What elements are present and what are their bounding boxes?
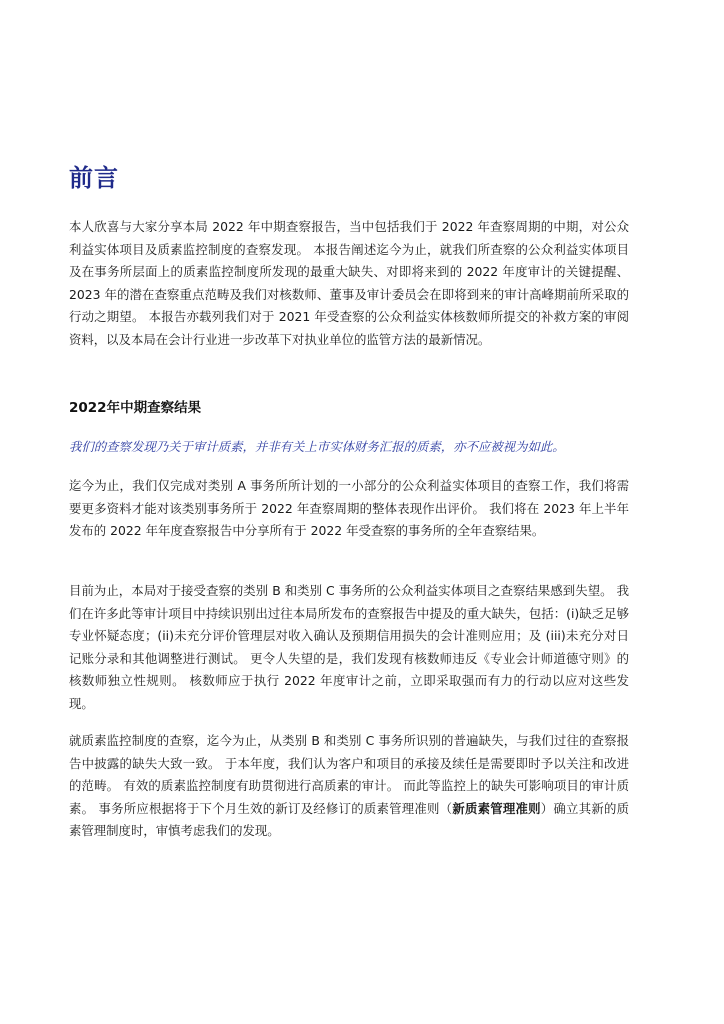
paragraph-category-bc: 目前为止，本局对于接受查察的类别 B 和类别 C 事务所的公众利益实体项目之查察结果感到失望。 我们在许多此等审计项目中持续识别出过往本局所发布的查察报告中提及的重大缺失，包括：(i)缺乏足够专业怀疑态度；(ii)未充分评价管理层对收入确认及预期信用损失的会计准则应用；及 (iii)未充分对日记账分录和其他调整进行测试。 更令人失望的是，我们发现有核数师违反《专业会计师道德守则》的核数师独立性规则。 核数师应于执行 2022 年度审计之前，立即采取强而有力的行动以应对这些发现。 [69,583,629,711]
quality-control-text-end: ）确立其新的质素管理制度时，审慎考虑我们的发现。 [69,800,629,839]
paragraph-category-a: 迄今为止，我们仅完成对类别 A 事务所所计划的一小部分的公众利益实体项目的查察工作，我们将需要更多资料才能对该类别事务所于 2022 年查察周期的整体表现作出评价。 我们将在 2023 年上半年发布的 2022 年年度查察报告中分享所有于 2022 年受查察的事务所的全年查察结果。 [69,478,629,539]
page-title: 前言 [69,164,119,192]
disclaimer-note: 我们的查察发现乃关于审计质素，并非有关上市实体财务汇报的质素，亦不应被视为如此。 [69,439,565,454]
paragraph-quality-control [69,730,629,843]
section-heading: 2022年中期查察结果 [69,400,202,416]
intro-paragraph: 本人欣喜与大家分享本局 2022 年中期查察报告，当中包括我们于 2022 年查察周期的中期，对公众利益实体项目及质素监控制度的查察发现。 本报告阐述迄今为止，就我们所查察的公众利益实体项目及在事务所层面上的质素监控制度所发现的最重大缺失、对即将来到的 2022 年度审计的关键提醒、2023 年的潜在查察重点范畴及我们对核数师、董事及审计委员会在即将到来的审计高峰期前所采取的行动之期望。 本报告亦载列我们对于 2021 年受查察的公众利益实体核数师所提交的补救方案的审阅资料，以及本局在会计行业进一步改革下对执业单位的监管方法的最新情况。 [69,219,629,347]
new-standard-term: 新质素管理准则 [452,800,541,816]
quality-control-text-start: 就质素监控制度的查察，迄今为止，从类别 B 和类别 C 事务所识别的普遍缺失，与我们过往的查察报告中披露的缺失大致一致。 于本年度，我们认为客户和项目的承接及续任是需要即时予以关注和改进的范畴。 有效的质素监控制度有助贯彻进行高质素的审计。 而此等监控上的缺失可影响项目的审计质素。 事务所应根据将于下个月生效的新订及经修订的质素管理准则（ [69,733,629,816]
